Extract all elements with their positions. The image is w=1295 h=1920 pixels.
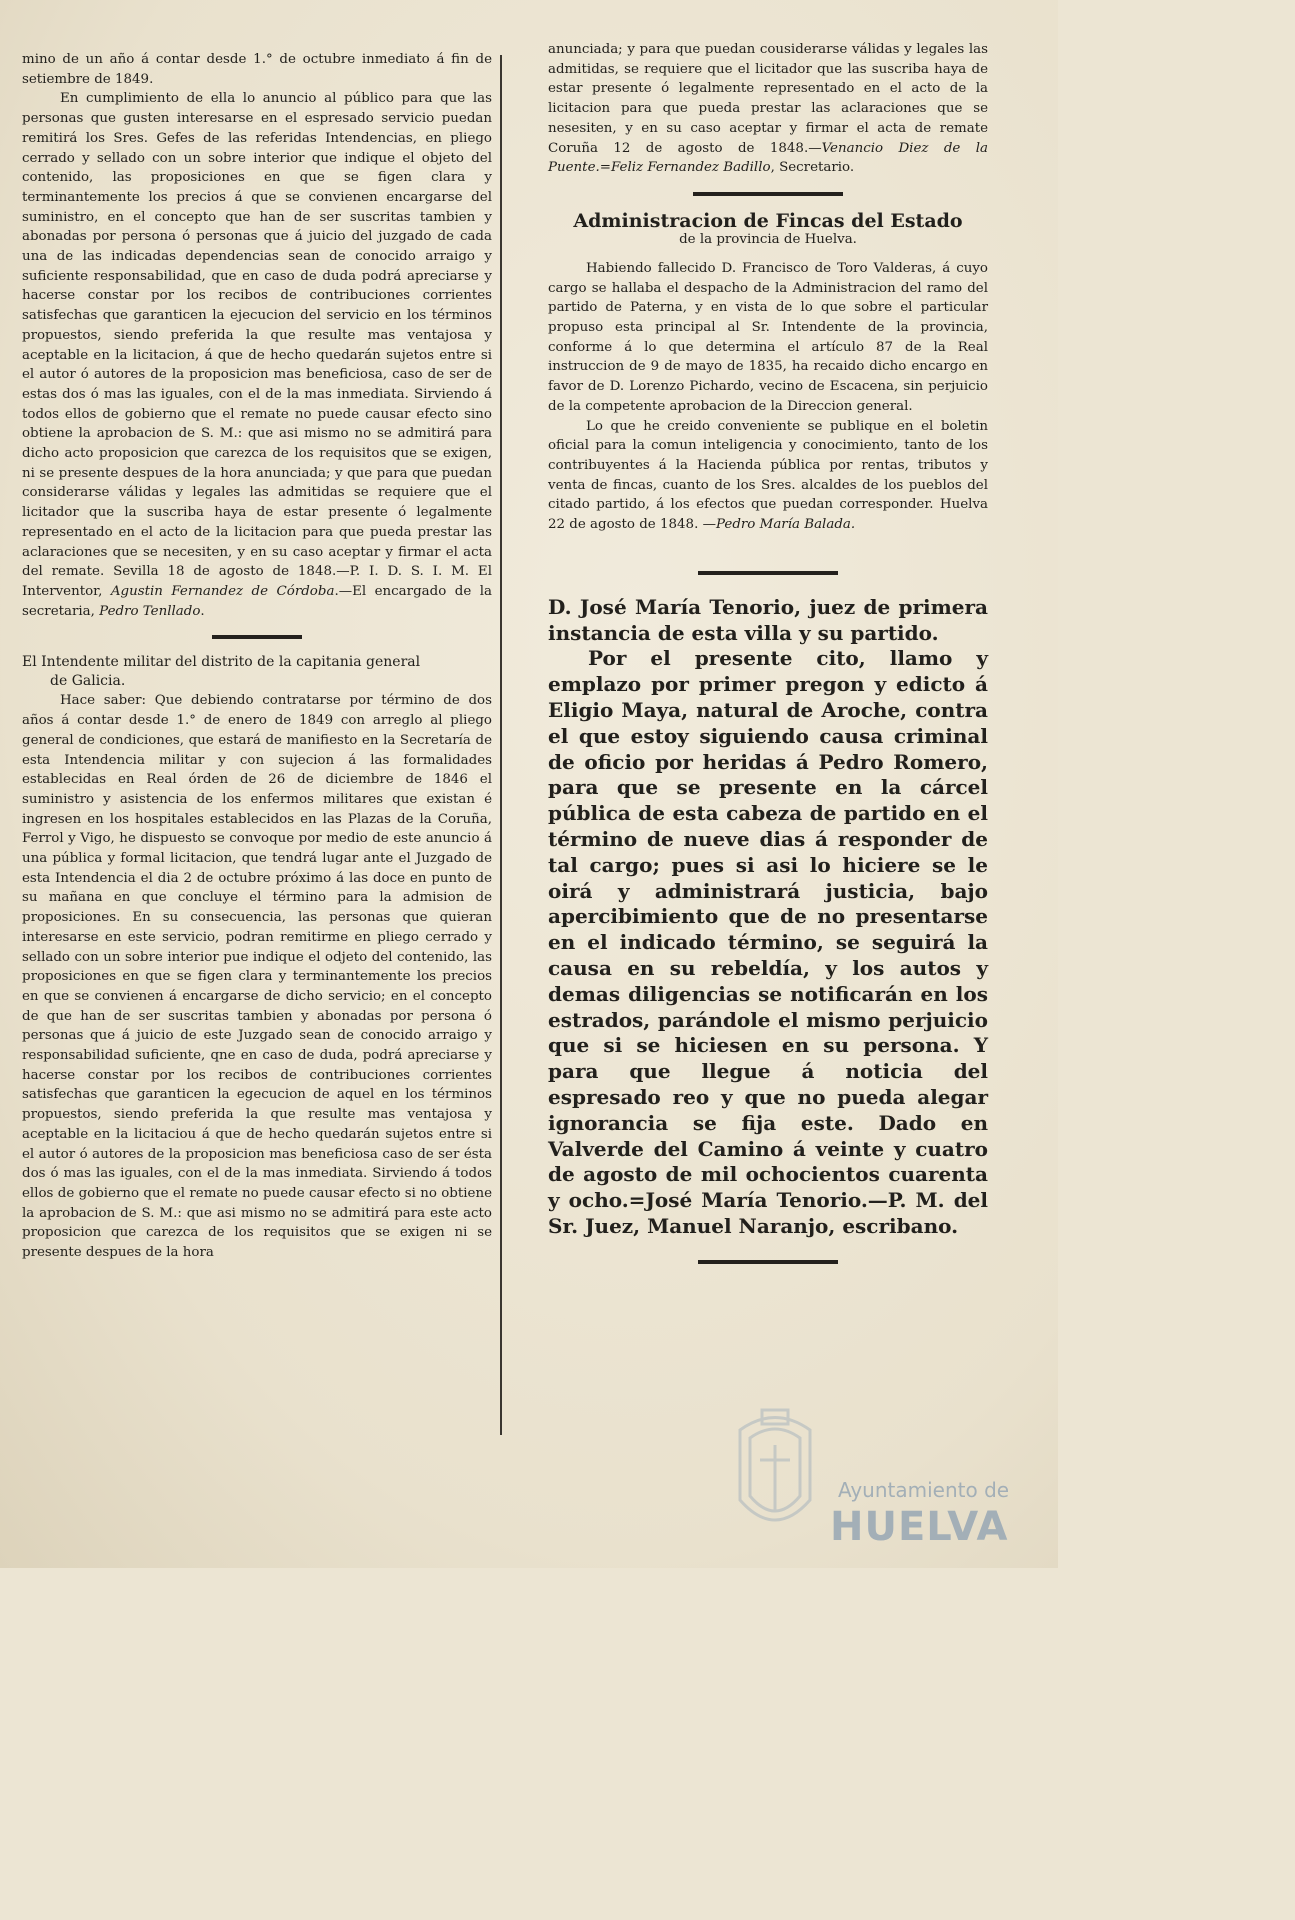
left-column (22, 50, 492, 1263)
right-paragraph-3 (548, 417, 988, 535)
intendente-heading-line-2: de Galicia. (50, 673, 126, 690)
left-paragraph-1: mino de un año á contar desde 1.° de octubre inmediato á fin de setiembre de 1849. (22, 52, 492, 87)
juez-edict-body: Por el presente cito, llamo y emplazo por primer pregon y edicto á Eligio Maya, natural de Aroche, contra el que estoy siguiendo causa criminal de oficio por heridas á Pedro Romero, para que se presente en la cárcel pública de esta cabeza de partido en el término de nueve dias á responder de tal cargo; pues si asi lo hiciere se le oirá y administrará justicia, bajo apercibimiento que de no presentarse en el indicado término, se seguirá la causa en su rebeldía, y los autos y demas diligencias se notificarán en los estrados, parándole el mismo perjuicio que si se hiciesen en su persona. Y para que llegue á noticia del espresado reo y que no pueda alegar ignorancia se fija este. Dado en Valverde del Camino á veinte y cuatro de agosto de mil ochocientos cuarenta y ocho.=José María Tenorio.—P. M. del Sr. Juez, Manuel Naranjo, escribano. (548, 646, 988, 1238)
signature-coruna: Venancio Diez de la Puente.=Feliz Fernandez Badillo (548, 140, 988, 176)
left-paragraph-2-end: . (200, 603, 205, 619)
signature-secretaria: Pedro Tenllado (99, 603, 201, 619)
right-paragraph-1-end: , Secretario. (770, 160, 855, 176)
right-paragraph-1 (548, 40, 988, 178)
intendente-heading-line-1: El Intendente militar del distrito de la capitania general (22, 654, 421, 671)
section-divider (693, 192, 843, 196)
column-divider (500, 55, 502, 1435)
left-paragraph-3: Hace saber: Que debiendo contratarse por término de dos años á contar desde 1.° de enero de 1849 con arreglo al pliego general de condiciones, que estará de manifiesto en la Secretaría de esta Intendencia militar y con sujecion á las formalidades establecidas en Real órden de 26 de diciembre de 1846 el suministro y asistencia de los enfermos militares que existan é ingresen en los hospitales establecidos en las Plazas de la Coruña, Ferrol y Vigo, he dispuesto se convoque por medio de este anuncio á una pública y formal licitacion, que tendrá lugar ante el Juzgado de esta Intendencia el dia 2 de octubre próximo á las doce en punto de su mañana en que concluye el término para la admision de proposiciones. En su consecuencia, las personas que quieran interesarse en este servicio, podran remitirme en pliego cerrado y sellado con un sobre interior pue indique el odjeto del contenido, las proposiciones en que se figen clara y terminantemente los precios en que se convienen á encargarse de dicho servicio; en el concepto de que han de ser suscritas tambien y abonadas por persona ó personas que á juicio de este Juzgado sean de conocido arraigo y responsabilidad suficiente, qne en caso de duda, podrá apreciarse y hacerse constar por los recibos de contribuciones corrientes satisfechas que garanticen la egecucion de aquel en los términos propuestos, siendo preferida la que resulte mas ventajosa y aceptable en la licitaciou á que de hecho quedarán sujetos entre si el autor ó autores de la proposicion mas beneficiosa caso de ser ésta dos ó mas las iguales, con el de la mas inmediata. Sirviendo á todos ellos de gobierno que el remate no puede causar efecto si no obtiene la aprobacion de S. M.: que asi mismo no se admitirá para este acto proposicion que carezca de los requisitos que se exigen ni se presente despues de la hora (22, 693, 492, 1261)
admin-fincas-title: Administracion de Fincas del Estado (573, 209, 963, 232)
admin-fincas-subtitle: de la provincia de Huelva. (679, 231, 857, 247)
right-column (548, 40, 988, 1278)
section-divider (212, 635, 302, 639)
intendente-heading (22, 653, 492, 691)
signature-interventor: Agustin Fernandez de Córdoba (110, 583, 335, 599)
signature-balada: —Pedro María Balada. (702, 517, 856, 533)
juez-title: D. José María Tenorio, juez de primera instancia de esta villa y su partido. (548, 594, 988, 645)
watermark-line-2: HUELVA (830, 1504, 1009, 1550)
right-paragraph-1-text: anunciada; y para que puedan cousiderarse válidas y legales las admitidas, se requiere que el licitador que las suscriba haya de estar presente ó legalmente representado en el acto de la licitacion para que pueda prestar las aclaraciones que se nesesiten, y en su caso aceptar y firmar el acta de remate Coruña 12 de agosto de 1848.— (548, 42, 988, 156)
left-paragraph-2 (22, 89, 492, 621)
section-divider (698, 1260, 838, 1264)
watermark-line-1: Ayuntamiento de (838, 1478, 1010, 1502)
left-paragraph-2-text: En cumplimiento de ella lo anuncio al público para que las personas que gusten interesarse en el espresado servicio puedan remitirá los Sres. Gefes de las referidas Intendencias, en pliego cerrado y sellado con un sobre interior que indique el objeto del contenido, las proposiciones en que se figen clara y terminantemente los precios á que se convienen encargarse del suministro, en el concepto que han de ser suscritas tambien y abonadas por persona ó personas que á juicio del juzgado de cada una de las indicadas dependencias sean de conocido arraigo y suficiente responsabilidad, que en caso de duda podrá apreciarse y hacerse constar por los recibos de contribuciones corrientes satisfechas que garanticen la ejecucion del servicio en los términos propuestos, siendo preferida la que resulte mas ventajosa y aceptable en la licitacion, á que de hecho quedarán sujetos entre si el autor ó autores de la proposicion mas beneficiosa, caso de ser de estas dos ó mas las iguales, con el de la mas inmediata. Sirviendo á todos ellos de gobierno que el remate no puede causar efecto sino obtiene la aprobacion de S. M.: que asi mismo no se admitirá para dicho acto proposicion que carezca de los requisitos que se exigen, ni se presente despues de la hora anunciada; y que para que puedan considerarse válidas y legales las admitidas se requiere que el licitador que la suscriba haya de estar presente ó legalmente representado en el acto de la licitacion para que pueda prestar las aclaraciones que se necesiten, y en su caso aceptar y firmar el acta del remate. Sevilla 18 de agosto de 1848.—P. I. D. S. I. M. El Interventor, (22, 91, 492, 599)
right-paragraph-2: Habiendo fallecido D. Francisco de Toro Valderas, á cuyo cargo se hallaba el despacho de la Administracion del ramo del partido de Paterna, y en vista de lo que sobre el particular propuso esta principal al Sr. Intendente de la provincia, conforme á lo que determina el artículo 87 de la Real instruccion de 9 de mayo de 1835, ha recaido dicho encargo en favor de D. Lorenzo Pichardo, vecino de Escacena, sin perjuicio de la competente aprobacion de la Direccion general. (548, 260, 988, 414)
left-paragraph-2-mid: .—El encargado de la secretaria, (22, 583, 493, 619)
section-divider (698, 571, 838, 575)
right-paragraph-3-text: Lo que he creido conveniente se publique en el boletin oficial para la comun inteligencia y conocimiento, tanto de los contribuyentes á la Hacienda pública por rentas, tributos y venta de fincas, cuanto de los Sres. alcaldes de los pueblos del citado partido, á los efectos que puedan corresponder. Huelva 22 de agosto de 1848. (548, 418, 988, 533)
